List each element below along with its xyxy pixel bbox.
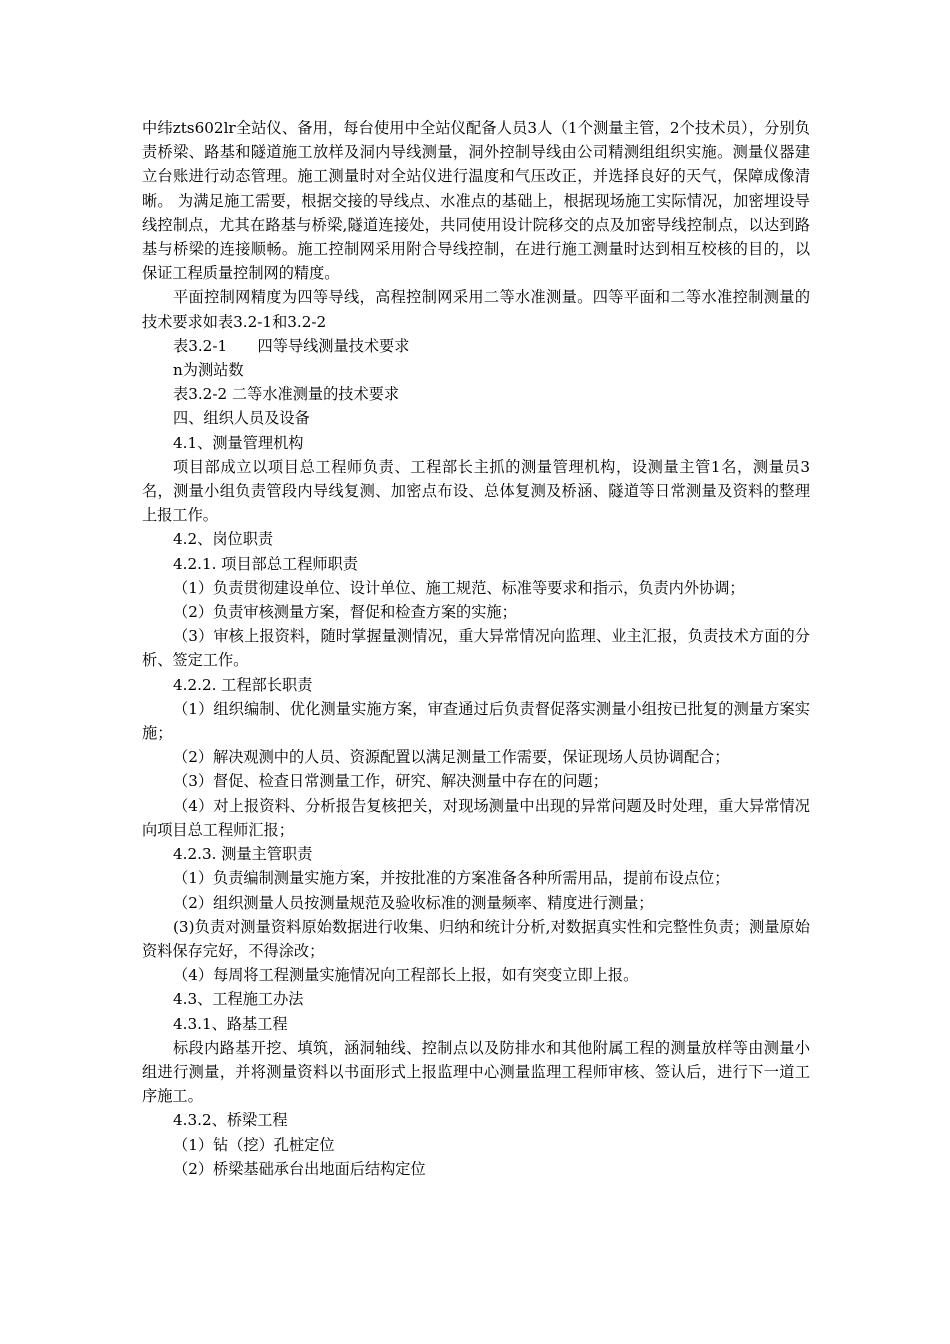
section-heading-4-2-2: 4.2.2. 工程部长职责	[173, 675, 313, 694]
paragraph-subgrade: 标段内路基开挖、填筑，涵洞轴线、控制点以及防排水和其他附属工程的测量放样等由测量小组进行测量，并将测量资料以书面形式上报监理中心测量监理工程师审核、签认后，进行下一道工序施工。	[142, 1038, 810, 1106]
section-heading-4-2-1: 4.2.1. 项目部总工程师职责	[173, 554, 358, 573]
section-heading-4-1: 4.1、测量管理机构	[173, 433, 304, 452]
section-heading-4-3: 4.3、工程施工办法	[173, 990, 304, 1009]
list-item: （3）督促、检查日常测量工作，研究、解决测量中存在的问题；	[173, 772, 608, 791]
list-item: （4）对上报资料、分析报告复核把关，对现场测量中出现的异常问题及时处理，重大异常情况向项目总工程师汇报；	[142, 796, 810, 839]
table-caption-3-2-2: 表3.2-2 二等水准测量的技术要求	[173, 385, 400, 404]
table-caption-3-2-1: 表3.2-1 四等导线测量技术要求	[173, 336, 410, 355]
table-note: n为测站数	[173, 361, 244, 380]
section-heading-4-2-3: 4.2.3. 测量主管职责	[173, 845, 313, 864]
section-heading-4-3-1: 4.3.1、路基工程	[173, 1014, 288, 1033]
list-item: （1）负责编制测量实施方案，并按批准的方案准备各种所需用品，提前布设点位；	[173, 869, 730, 888]
list-item: （2）组织测量人员按测量规范及验收标准的测量频率、精度进行测量；	[173, 893, 654, 912]
section-heading-4: 四、组织人员及设备	[173, 409, 310, 428]
list-item: （2）解决观测中的人员、资源配置以满足测量工作需要，保证现场人员协调配合；	[173, 748, 730, 767]
section-heading-4-2: 4.2、岗位职责	[173, 530, 274, 549]
list-item: （1）组织编制、优化测量实施方案，审查通过后负责督促落实测量小组按已批复的测量方案实施；	[142, 699, 810, 743]
list-item: （2）负责审核测量方案，督促和检查方案的实施；	[173, 603, 517, 622]
list-item: （1）负责贯彻建设单位、设计单位、施工规范、标准等要求和指示，负责内外协调；	[173, 578, 745, 597]
paragraph-equipment: 中纬zts602lr全站仪、备用，每台使用中全站仪配备人员3人（1个测量主管，2个技术员），分别负责桥梁、路基和隧道施工放样及洞内导线测量，洞外控制导线由公司精测组组织实施。测量仪器建立台账进行动态管理。施工测量时对全站仪进行温度和气压改正，并选择良好的天气，保障成像清晰。 为满足施工需要，根据交接的导线点、水准点的基础上，根据现场施工实际情况，加密埋设导线控制点，尤其在路基与桥梁,隧道连接处，共同使用设计院移交的点及加密导线控制点，以达到路基与桥梁的连接顺畅。施工控制网采用附合导线控制，在进行施工测量时达到相互校核的目的，以保证工程质量控制网的精度。	[142, 119, 810, 283]
list-item: （1）钻（挖）孔桩定位	[173, 1135, 335, 1154]
list-item: （4）每周将工程测量实施情况向工程部长上报，如有突变立即上报。	[173, 966, 639, 985]
document-page	[142, 116, 810, 1181]
paragraph-organization: 项目部成立以项目总工程师负责、工程部长主抓的测量管理机构，设测量主管1名，测量员3名，测量小组负责管段内导线复测、加密点布设、总体复测及桥涵、隧道等日常测量及资料的整理上报工作。	[142, 457, 810, 525]
paragraph-control-network: 平面控制网精度为四等导线，高程控制网采用二等水准测量。四等平面和二等水准控制测量的技术要求如表3.2-1和3.2-2	[142, 288, 810, 331]
section-heading-4-3-2: 4.3.2、桥梁工程	[173, 1111, 288, 1130]
list-item: (3)负责对测量资料原始数据进行收集、归纳和统计分析,对数据真实性和完整性负责；测量原始资料保存完好，不得涂改；	[142, 917, 810, 960]
list-item: （3）审核上报资料，随时掌握量测情况，重大异常情况向监理、业主汇报，负责技术方面的分析、签定工作。	[142, 627, 810, 670]
list-item: （2）桥梁基础承台出地面后结构定位	[173, 1159, 426, 1178]
